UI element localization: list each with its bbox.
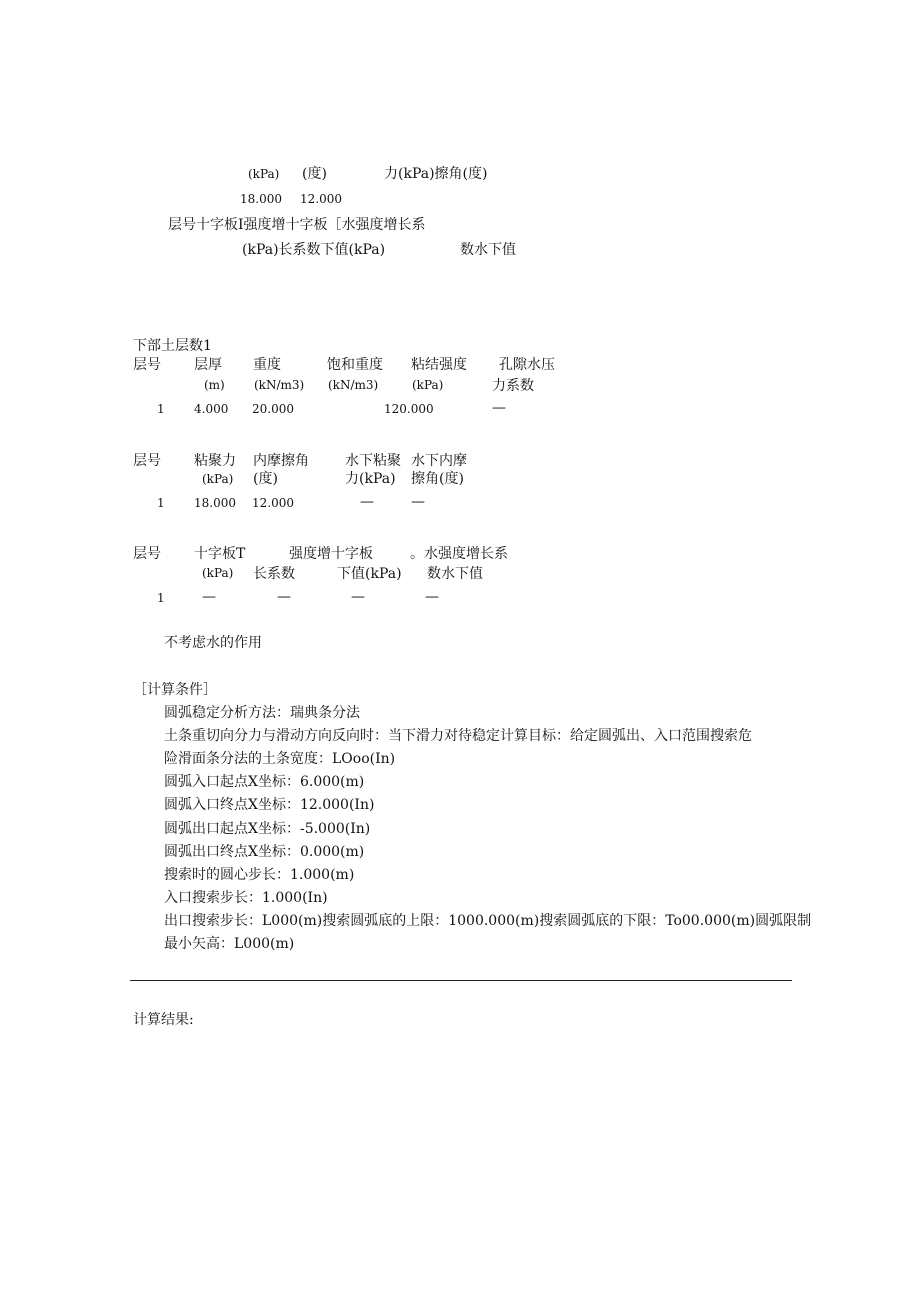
col-header-water-strength-increase: 。水强度增长系 — [410, 546, 508, 562]
vane-header-line2b: 数水下值 — [460, 242, 516, 258]
col-header-layer-no: 层号 — [133, 453, 161, 469]
unit-thickness: (m) — [204, 378, 225, 392]
list-item: 搜索时的圆心步长：1.000(m) — [164, 867, 355, 883]
unit-bond-strength: (kPa) — [412, 378, 444, 392]
cell-vane-underwater: — — [351, 589, 365, 605]
lower-soil-title: 下部土层数1 — [133, 338, 212, 354]
col-header-strength-increase: 强度增十字板 — [289, 546, 373, 562]
unit-vane-underwater: 下值(kPa) — [337, 566, 402, 582]
list-item: 最小矢高：L000(m) — [164, 936, 295, 952]
cell-bond-strength: 120.000 — [384, 402, 434, 416]
cell-underwater-cohesion: — — [360, 494, 374, 510]
cell-vane-strength: — — [202, 589, 216, 605]
cell-pore-pressure: — — [492, 400, 506, 416]
unit-pore-pressure: 力系数 — [492, 378, 534, 394]
vane-header-line2a: (kPa)长系数下值(kPa) — [242, 242, 386, 258]
col-header-pore-pressure: 孔隙水压 — [499, 357, 555, 373]
unit-saturated-weight: (kN/m3) — [328, 378, 379, 392]
cell-thickness: 4.000 — [194, 402, 229, 416]
col-header-saturated-weight: 饱和重度 — [327, 357, 383, 373]
col-header-layer-no: 层号 — [133, 357, 161, 373]
value-cohesion: 18.000 — [240, 192, 282, 206]
cell-unit-weight: 20.000 — [252, 402, 294, 416]
unit-growth-coefficient: 长系数 — [253, 566, 295, 582]
list-item: 险滑面条分法的土条宽度：LOoo(In) — [164, 751, 396, 767]
cell-layer-no: 1 — [157, 496, 165, 510]
list-item: 出口搜索步长：L000(m)搜索圆弧底的上限：1000.000(m)搜索圆弧底的下限：To00.000(m)圆弧限制 — [164, 913, 812, 929]
cell-layer-no: 1 — [157, 402, 165, 416]
list-item: 圆弧出口终点X坐标：0.000(m) — [164, 844, 365, 860]
list-item: 圆弧入口起点X坐标：6.000(m) — [164, 774, 365, 790]
col-header-cohesion: 粘聚力 — [194, 453, 236, 469]
unit-underwater-friction: 擦角(度) — [411, 471, 464, 487]
unit-water-growth: 数水下值 — [427, 566, 483, 582]
col-header-vane-strength: 十字板T — [194, 546, 246, 562]
col-header-friction-angle: 内摩擦角 — [253, 453, 309, 469]
value-friction-angle: 12.000 — [300, 192, 342, 206]
list-item: 圆弧出口起点X坐标：-5.000(In) — [164, 821, 371, 837]
col-header-underwater-cohesion: 水下粘聚 — [345, 453, 401, 469]
water-note: 不考虑水的作用 — [164, 635, 262, 651]
col-header-underwater-friction: 水下内摩 — [411, 453, 467, 469]
cell-growth-coefficient: — — [277, 589, 291, 605]
list-item: 土条重切向分力与滑动方向反向时：当下滑力对待稳定计算目标：给定圆弧出、入口范围搜索危 — [164, 728, 752, 744]
list-item: 入口搜索步长：1.000(In) — [164, 890, 328, 906]
unit-unit-weight: (kN/m3) — [254, 378, 305, 392]
unit-kpa: (kPa) — [248, 167, 280, 181]
unit-water-cohesion-friction: 力(kPa)擦角(度) — [384, 166, 488, 182]
cell-water-growth: — — [425, 589, 439, 605]
cell-underwater-friction: — — [411, 494, 425, 510]
col-header-unit-weight: 重度 — [253, 357, 281, 373]
list-item: 圆弧入口终点X坐标：12.000(In) — [164, 797, 375, 813]
unit-vane-strength: (kPa) — [202, 566, 234, 580]
col-header-thickness: 层厚 — [194, 357, 222, 373]
section-divider — [130, 980, 792, 981]
cell-cohesion: 18.000 — [194, 496, 236, 510]
cell-layer-no: 1 — [157, 591, 165, 605]
unit-degree: (度) — [302, 166, 327, 182]
vane-header-line1: 层号十字板I强度增十字板［水强度增长系 — [168, 217, 426, 233]
unit-cohesion: (kPa) — [202, 472, 234, 486]
list-item: 圆弧稳定分析方法：瑞典条分法 — [164, 705, 360, 721]
unit-friction-angle: (度) — [253, 471, 278, 487]
calc-conditions-title: ［计算条件］ — [133, 682, 217, 698]
results-title: 计算结果: — [133, 1012, 194, 1028]
cell-friction-angle: 12.000 — [252, 496, 294, 510]
col-header-layer-no: 层号 — [133, 546, 161, 562]
unit-underwater-cohesion: 力(kPa) — [345, 471, 396, 487]
col-header-bond-strength: 粘结强度 — [411, 357, 467, 373]
